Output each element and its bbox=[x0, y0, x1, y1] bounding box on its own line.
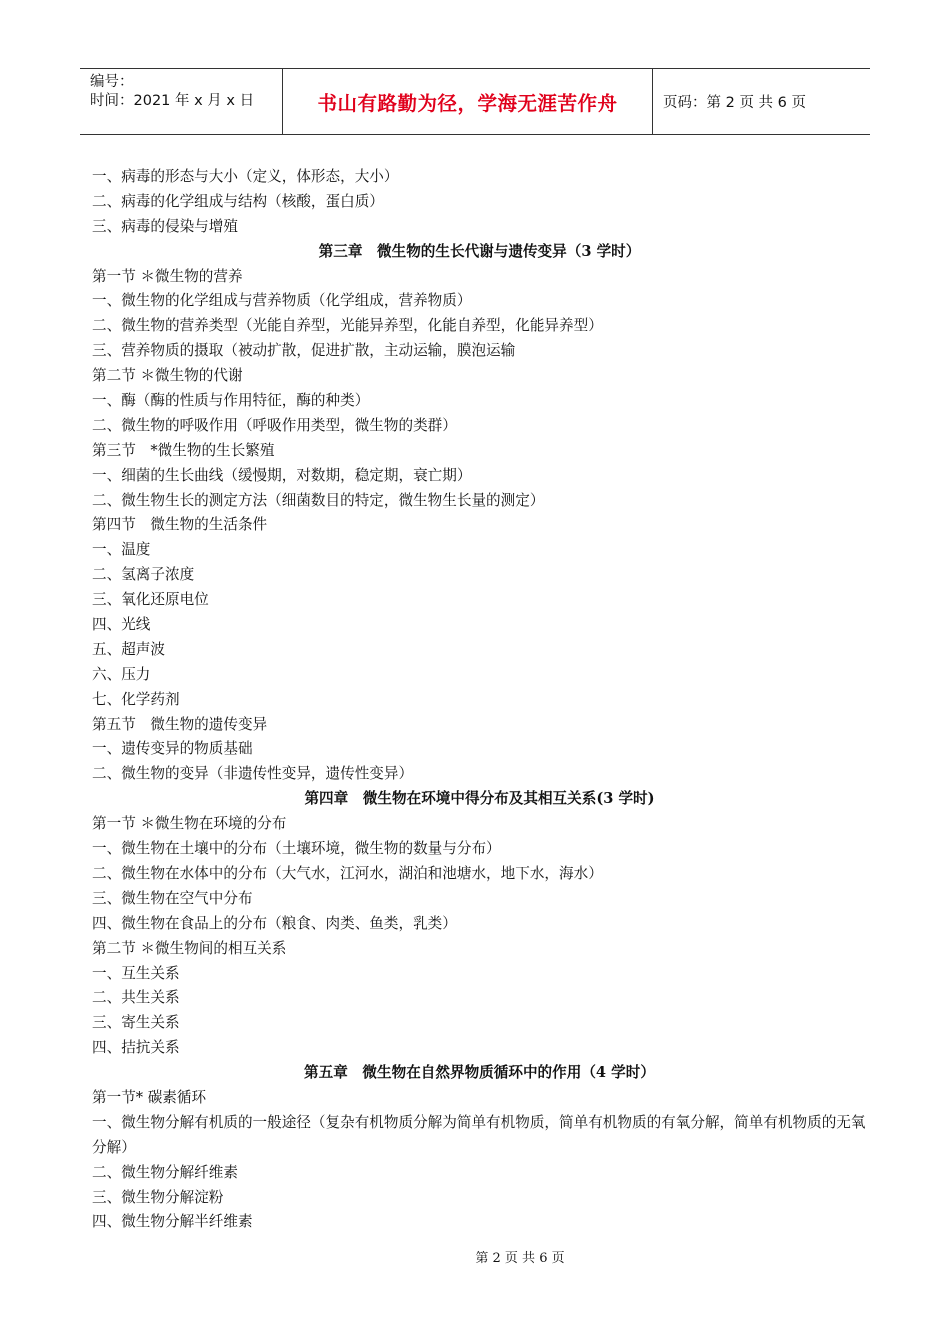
outline-item: 第二节 ＊微生物的代谢 bbox=[92, 367, 243, 385]
outline-item: 第二节 ＊微生物间的相互关系 bbox=[92, 939, 287, 957]
outline-item: 二、微生物在水体中的分布（大气水，江河水，湖泊和池塘水，地下水，海水） bbox=[92, 864, 603, 882]
header-page-number: 页码：第 2 页 共 6 页 bbox=[663, 95, 806, 111]
outline-item: 第四节 微生物的生活条件 bbox=[92, 516, 268, 534]
outline-item: 五、超声波 bbox=[92, 640, 165, 658]
outline-item: 七、化学药剂 bbox=[92, 690, 180, 708]
outline-item: 三、氧化还原电位 bbox=[92, 591, 209, 609]
outline-item: 一、温度 bbox=[92, 541, 151, 559]
outline-item: 一、酶（酶的性质与作用特征，酶的种类） bbox=[92, 392, 370, 410]
outline-item: 一、遗传变异的物质基础 bbox=[92, 740, 253, 758]
outline-item: 三、病毒的侵染与增殖 bbox=[92, 217, 238, 235]
outline-item: 一、互生关系 bbox=[92, 964, 180, 982]
outline-item: 第一节 ＊微生物在环境的分布 bbox=[92, 815, 287, 833]
outline-item: 四、光线 bbox=[92, 616, 151, 634]
outline-item: 二、微生物生长的测定方法（细菌数目的特定，微生物生长量的测定） bbox=[92, 491, 545, 509]
outline-item: 二、共生关系 bbox=[92, 989, 180, 1007]
header-motto: 书山有路勤为径，学海无涯苦作舟 bbox=[283, 69, 653, 134]
outline-item: 二、微生物的呼吸作用（呼吸作用类型，微生物的类群） bbox=[92, 416, 457, 434]
outline-item: 第一节* 碳素循环 bbox=[92, 1088, 207, 1106]
chapter-heading: 第五章 微生物在自然界物质循环中的作用（4 学时） bbox=[304, 1064, 655, 1082]
outline-item: 一、病毒的形态与大小（定义，体形态，大小） bbox=[92, 168, 399, 185]
outline-item: 二、微生物分解纤维素 bbox=[92, 1163, 238, 1181]
header-info bbox=[80, 69, 283, 134]
outline-item: 二、微生物的营养类型（光能自养型，光能异养型，化能自养型，化能异养型） bbox=[92, 317, 603, 335]
page-footer: 第 2 页 共 6 页 bbox=[475, 1251, 565, 1266]
document-number: 编号： bbox=[90, 74, 134, 90]
outline-item: 四、拮抗关系 bbox=[92, 1039, 180, 1057]
document-body bbox=[92, 165, 867, 1235]
chapter-heading: 第四章 微生物在环境中得分布及其相互关系(3 学时) bbox=[304, 790, 655, 808]
outline-item: 四、微生物在食品上的分布（粮食、肉类、鱼类，乳类） bbox=[92, 914, 457, 932]
outline-item: 三、寄生关系 bbox=[92, 1014, 180, 1032]
outline-item: 三、微生物在空气中分布 bbox=[92, 889, 253, 907]
page-header bbox=[80, 68, 870, 135]
outline-item: 二、微生物的变异（非遗传性变异，遗传性变异） bbox=[92, 765, 414, 783]
chapter-heading: 第三章 微生物的生长代谢与遗传变异（3 学时） bbox=[318, 242, 641, 260]
outline-item: 一、微生物的化学组成与营养物质（化学组成，营养物质） bbox=[92, 292, 472, 310]
outline-item: 二、病毒的化学组成与结构（核酸，蛋白质） bbox=[92, 192, 384, 210]
outline-item: 一、微生物分解有机质的一般途径（复杂有机物质分解为简单有机物质，简单有机物质的有氧分解，简单有机物质的无氧分解） bbox=[92, 1113, 866, 1156]
outline-item: 第五节 微生物的遗传变异 bbox=[92, 715, 268, 733]
outline-item: 四、微生物分解半纤维素 bbox=[92, 1213, 253, 1231]
document-time: 时间：2021 年 x 月 x 日 bbox=[90, 93, 255, 109]
outline-item: 三、营养物质的摄取（被动扩散，促进扩散，主动运输，膜泡运输 bbox=[92, 342, 516, 360]
outline-item: 六、压力 bbox=[92, 665, 151, 683]
outline-item: 二、氢离子浓度 bbox=[92, 566, 195, 584]
outline-item: 第三节 *微生物的生长繁殖 bbox=[92, 441, 275, 459]
outline-item: 一、细菌的生长曲线（缓慢期，对数期，稳定期，衰亡期） bbox=[92, 466, 472, 484]
outline-item: 第一节 ＊微生物的营养 bbox=[92, 267, 243, 285]
outline-item: 一、微生物在土壤中的分布（土壤环境，微生物的数量与分布） bbox=[92, 840, 501, 858]
outline-item: 三、微生物分解淀粉 bbox=[92, 1188, 224, 1206]
